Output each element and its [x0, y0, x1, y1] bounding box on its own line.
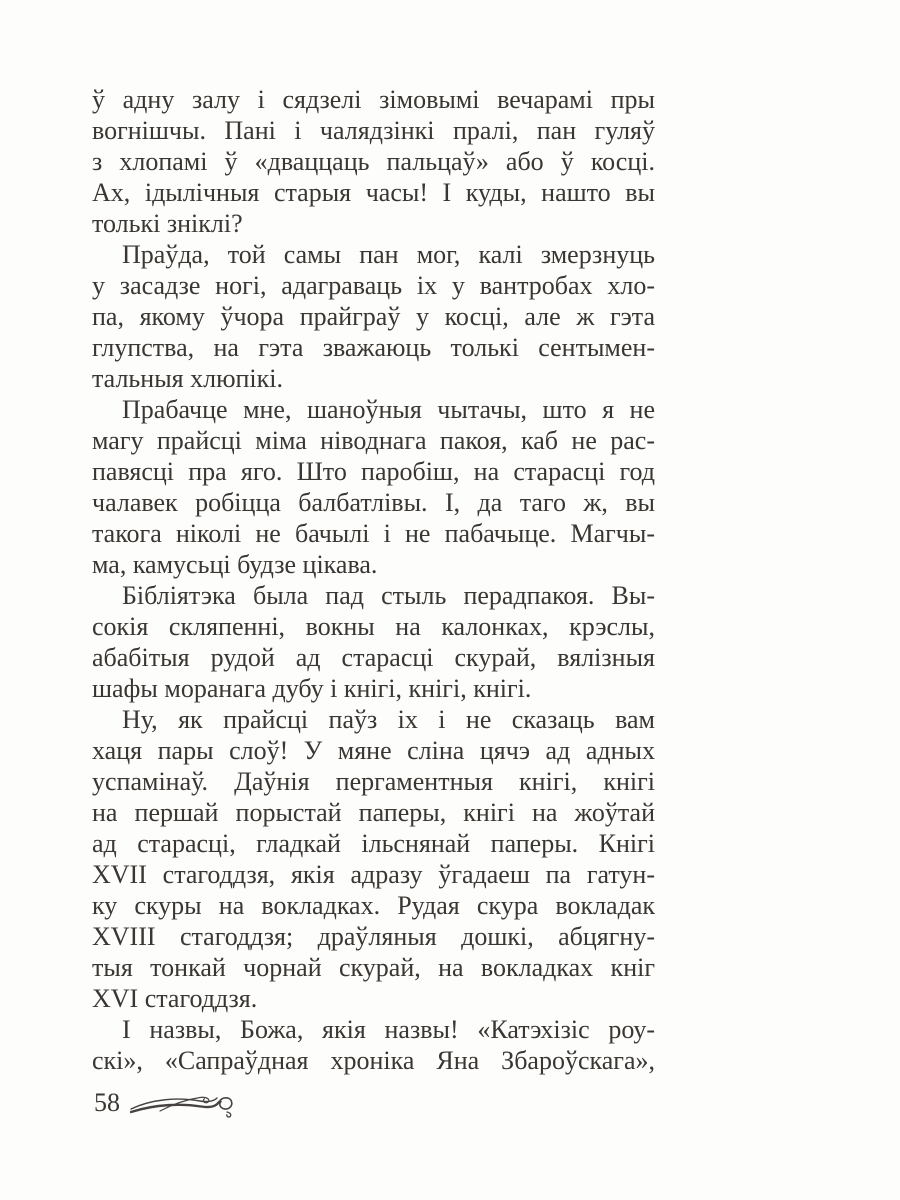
paragraph [92, 704, 655, 1014]
page-footer [94, 1086, 236, 1120]
text-line: тальныя хлюпікі. [92, 364, 284, 393]
text-line: глупства, на гэта зважаюць толькі сентымен- [92, 333, 655, 362]
text-line: з хлопамі ў «дваццаць пальцаў» або ў косці. [92, 147, 655, 176]
text-line: скі», «Сапраўдная хроніка Яна Збароўскага», [92, 1046, 655, 1075]
text-line: Ах, ідылічныя старыя часы! І куды, нашто вы [92, 178, 655, 207]
text-line: такога ніколі не бачылі і не пабачыце. Магчы- [92, 519, 655, 548]
page-text [92, 84, 655, 1076]
text-line: Прабачце мне, шаноўныя чытачы, што я не [122, 395, 655, 424]
text-line: хаця пары слоў! У мяне сліна цячэ ад адных [92, 736, 655, 765]
text-line: Бібліятэка была пад стыль перадпакоя. Вы- [122, 581, 655, 610]
text-line: шафы моранага дубу і кнігі, кнігі, кнігі. [92, 674, 532, 703]
paragraph [92, 239, 655, 394]
text-line: Ну, як прайсці паўз іх і не сказаць вам [122, 705, 655, 734]
text-line: па, якому ўчора прайграў у косці, але ж гэта [92, 302, 655, 331]
text-line: вогнішчы. Пані і чалядзінкі пралі, пан гуляў [92, 116, 655, 145]
text-line: чалавек робіцца балбатлівы. І, да таго ж, вы [92, 488, 655, 517]
text-line: XVI стагоддзя. [92, 984, 258, 1013]
paragraph [92, 580, 655, 704]
text-line: І назвы, Божа, якія назвы! «Катэхізіс роу- [122, 1015, 655, 1044]
text-line: толькі зніклі? [92, 209, 243, 238]
text-line: XVII стагоддзя, якія адразу ўгадаеш па гатун- [92, 860, 655, 889]
text-line: сокія скляпенні, вокны на калонках, крэслы, [92, 612, 655, 641]
text-line: абабітыя рудой ад старасці скурай, вялізныя [92, 643, 655, 672]
text-line: ў адну залу і сядзелі зімовымі вечарамі пры [92, 85, 655, 114]
text-line: магу прайсці міма ніводнага пакоя, каб не рас- [92, 426, 655, 455]
text-line: тыя тонкай чорнай скурай, на вокладках кніг [92, 953, 655, 982]
paragraph [92, 1014, 655, 1076]
text-line: XVIII стагоддзя; драўляныя дошкі, абцягну- [92, 922, 655, 951]
text-line: ма, камусьці будзе цікава. [92, 550, 378, 579]
text-line: на першай порыстай паперы, кнігі на жоўтай [92, 798, 655, 827]
page-number: 58 [94, 1088, 120, 1117]
text-line: павясці пра яго. Што паробіш, на старасці год [92, 457, 655, 486]
text-line: ад старасці, гладкай ільснянай паперы. Кнігі [92, 829, 655, 858]
footer-flourish-icon [130, 1091, 236, 1119]
paragraph [92, 84, 655, 239]
text-line: ку скуры на вокладках. Рудая скура вокладак [92, 891, 655, 920]
text-line: Праўда, той самы пан мог, калі змерзнуць [122, 240, 655, 269]
paragraph [92, 394, 655, 580]
text-line: успамінаў. Даўнія пергаментныя кнігі, кнігі [92, 767, 655, 796]
text-line: у засадзе ногі, адаграваць іх у вантробах хло- [92, 271, 655, 300]
